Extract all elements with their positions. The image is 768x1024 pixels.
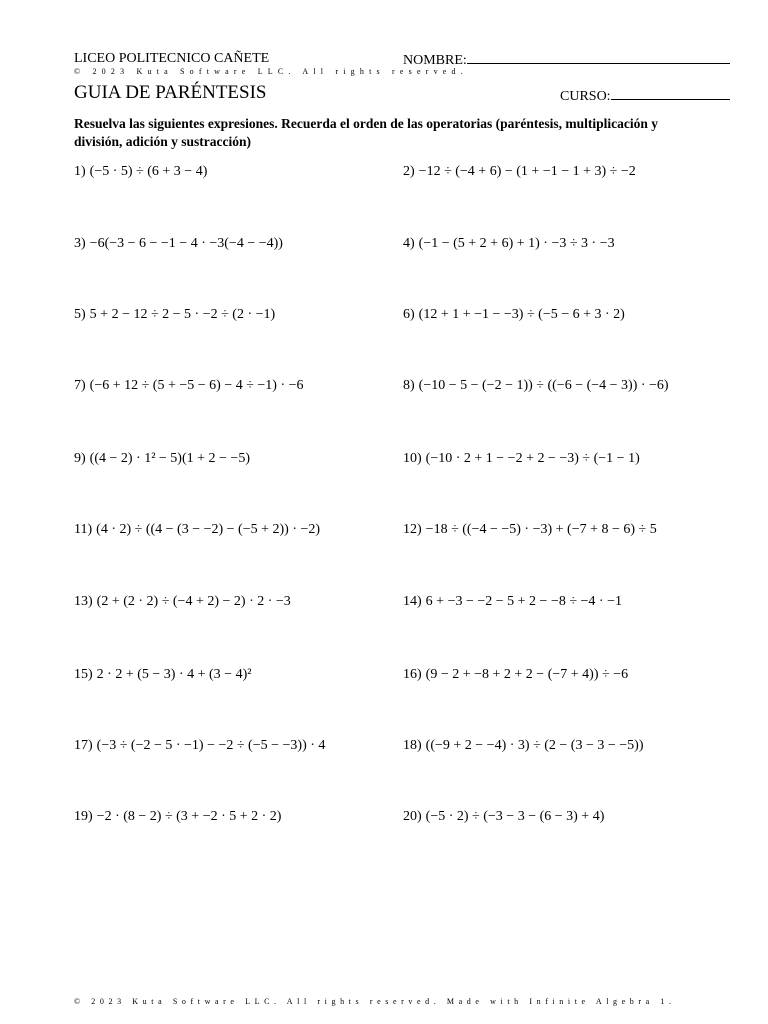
problem-11 bbox=[74, 522, 320, 538]
problem-expression: (−5 · 5) ÷ (6 + 3 − 4) bbox=[89, 164, 208, 179]
problem-number: 3) bbox=[74, 236, 86, 251]
problem-number: 17) bbox=[74, 738, 93, 753]
problem-expression: ((−9 + 2 − −4) · 3) ÷ (2 − (3 − 3 − −5)) bbox=[425, 738, 644, 753]
problem-number: 16) bbox=[403, 667, 422, 682]
problem-2 bbox=[403, 164, 636, 180]
problem-18 bbox=[403, 738, 643, 754]
problem-expression: −12 ÷ (−4 + 6) − (1 + −1 − 1 + 3) ÷ −2 bbox=[418, 164, 636, 179]
problem-expression: ((4 − 2) · 1² − 5)(1 + 2 − −5) bbox=[89, 451, 250, 466]
problem-16 bbox=[403, 667, 628, 683]
problem-number: 20) bbox=[403, 809, 422, 824]
problem-number: 10) bbox=[403, 451, 422, 466]
problem-12 bbox=[403, 522, 657, 538]
problem-expression: 5 + 2 − 12 ÷ 2 − 5 · −2 ÷ (2 · −1) bbox=[89, 307, 276, 322]
problem-number: 12) bbox=[403, 522, 422, 537]
problem-19 bbox=[74, 809, 281, 825]
problem-14 bbox=[403, 594, 622, 610]
page-title: GUIA DE PARÉNTESIS bbox=[74, 82, 267, 103]
curso-field bbox=[560, 87, 730, 105]
problem-expression: (9 − 2 + −8 + 2 + 2 − (−7 + 4)) ÷ −6 bbox=[425, 667, 629, 682]
problem-expression: 6 + −3 − −2 − 5 + 2 − −8 ÷ −4 · −1 bbox=[425, 594, 622, 609]
curso-blank-line[interactable] bbox=[611, 87, 730, 100]
problem-expression: −18 ÷ ((−4 − −5) · −3) + (−7 + 8 − 6) ÷ 5 bbox=[425, 522, 657, 537]
problem-number: 19) bbox=[74, 809, 93, 824]
problem-number: 13) bbox=[74, 594, 93, 609]
problem-expression: (4 · 2) ÷ ((4 − (3 − −2) − (−5 + 2)) · −2) bbox=[96, 522, 321, 537]
nombre-label: NOMBRE: bbox=[403, 53, 467, 68]
curso-label: CURSO: bbox=[560, 89, 611, 104]
copyright-header: © 2023 Kuta Software LLC. All rights reserved. bbox=[74, 67, 468, 76]
problem-number: 5) bbox=[74, 307, 86, 322]
problem-1 bbox=[74, 164, 207, 180]
problem-expression: (−5 · 2) ÷ (−3 − 3 − (6 − 3) + 4) bbox=[425, 809, 605, 824]
problem-expression: −2 · (8 − 2) ÷ (3 + −2 · 5 + 2 · 2) bbox=[96, 809, 282, 824]
problem-number: 15) bbox=[74, 667, 93, 682]
problem-expression: (−6 + 12 ÷ (5 + −5 − 6) − 4 ÷ −1) · −6 bbox=[89, 378, 304, 393]
problem-number: 2) bbox=[403, 164, 415, 179]
problem-expression: 2 · 2 + (5 − 3) · 4 + (3 − 4)² bbox=[96, 667, 252, 682]
problem-6 bbox=[403, 307, 625, 323]
problem-expression: (−10 · 2 + 1 − −2 + 2 − −3) ÷ (−1 − 1) bbox=[425, 451, 640, 466]
problem-expression: (12 + 1 + −1 − −3) ÷ (−5 − 6 + 3 · 2) bbox=[418, 307, 625, 322]
problem-number: 14) bbox=[403, 594, 422, 609]
nombre-blank-line[interactable] bbox=[467, 51, 730, 64]
copyright-footer: © 2023 Kuta Software LLC. All rights reserved. Made with Infinite Algebra 1. bbox=[74, 997, 676, 1006]
problem-17 bbox=[74, 738, 325, 754]
problem-7 bbox=[74, 378, 304, 394]
problem-10 bbox=[403, 451, 640, 467]
instructions: Resuelva las siguientes expresiones. Recuerda el orden de las operatorias (paréntesis, multiplicación y división, adición y sustracción) bbox=[74, 116, 658, 149]
problem-15 bbox=[74, 667, 251, 683]
problem-expression: (−10 − 5 − (−2 − 1)) ÷ ((−6 − (−4 − 3)) · −6) bbox=[418, 378, 669, 393]
problem-4 bbox=[403, 236, 615, 252]
problem-number: 8) bbox=[403, 378, 415, 393]
problem-8 bbox=[403, 378, 669, 394]
school-name: LICEO POLITECNICO CAÑETE bbox=[74, 51, 270, 66]
problem-number: 1) bbox=[74, 164, 86, 179]
problem-expression: −6(−3 − 6 − −1 − 4 · −3(−4 − −4)) bbox=[89, 236, 283, 251]
problem-expression: (−3 ÷ (−2 − 5 · −1) − −2 ÷ (−5 − −3)) · 4 bbox=[96, 738, 326, 753]
problem-5 bbox=[74, 307, 275, 323]
problem-3 bbox=[74, 236, 283, 252]
problem-number: 4) bbox=[403, 236, 415, 251]
problem-number: 6) bbox=[403, 307, 415, 322]
problem-number: 18) bbox=[403, 738, 422, 753]
problem-number: 11) bbox=[74, 522, 93, 537]
problem-13 bbox=[74, 594, 291, 610]
problem-expression: (−1 − (5 + 2 + 6) + 1) · −3 ÷ 3 · −3 bbox=[418, 236, 615, 251]
problem-number: 9) bbox=[74, 451, 86, 466]
problem-number: 7) bbox=[74, 378, 86, 393]
problem-9 bbox=[74, 451, 250, 467]
problem-20 bbox=[403, 809, 604, 825]
problem-expression: (2 + (2 · 2) ÷ (−4 + 2) − 2) · 2 · −3 bbox=[96, 594, 291, 609]
